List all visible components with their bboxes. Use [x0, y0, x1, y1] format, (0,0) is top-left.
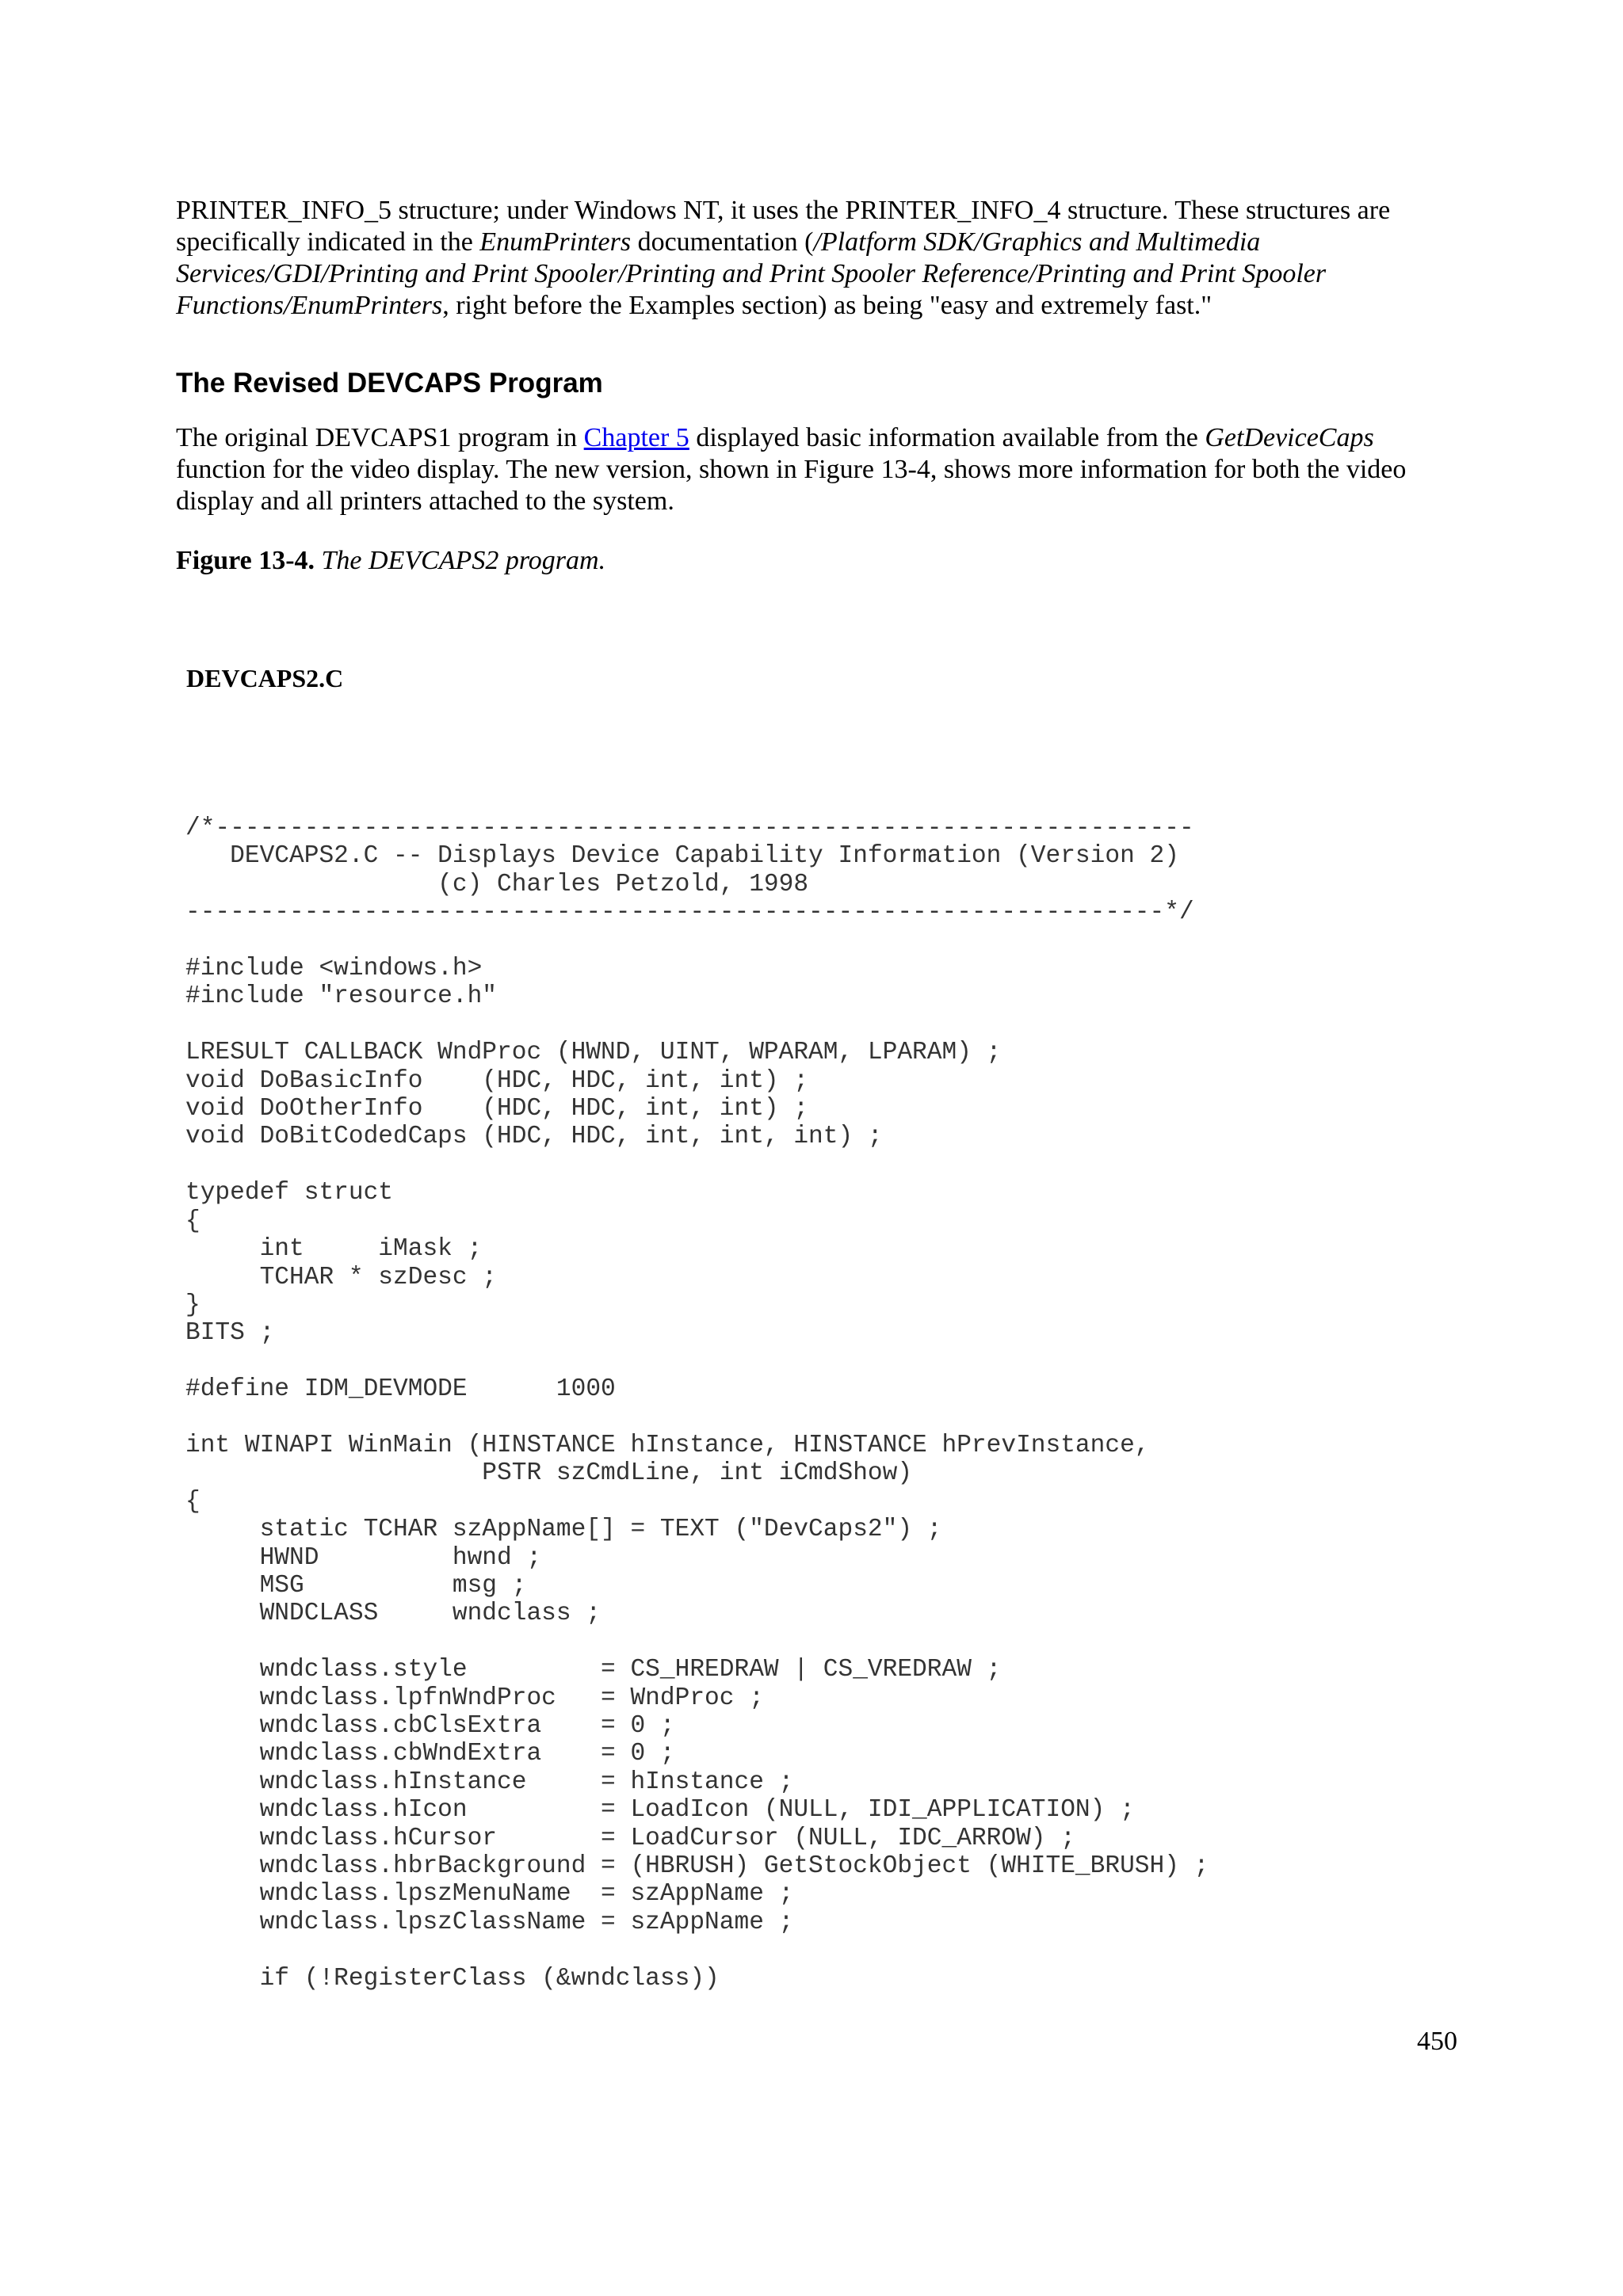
body-text-3: function for the video display. The new version, shown in Figure 13-4, shows more information for both the video display and all printers attached to the system.	[176, 455, 1407, 516]
code-listing: /*------------------------------------------------------------------ DEVCAPS2.C -- Displays Device Capability Information (Version 2) (c) Charles Petzold, 1998 ------------------------------------------------------------------*/ #include <windows.h> #include "resource.h" LRESULT CALLBACK WndProc (HWND, UINT, WPARAM, LPARAM) ; void DoBasicInfo (HDC, HDC, int, int) ; void DoOtherInfo (HDC, HDC, int, int) ; void DoBitCodedCaps (HDC, HDC, int, int, int) ; typedef struct { int iMask ; TCHAR * szDesc ; } BITS ; #define IDM_DEVMODE 1000 int WINAPI WinMain (HINSTANCE hInstance, HINSTANCE hPrevInstance, PSTR szCmdLine, int iCmdShow) { static TCHAR szAppName[] = TEXT ("DevCaps2") ; HWND hwnd ; MSG msg ; WNDCLASS wndclass ; wndclass.style = CS_HREDRAW | CS_VREDRAW ; wndclass.lpfnWndProc = WndProc ; wndclass.cbClsExtra = 0 ; wndclass.cbWndExtra = 0 ; wndclass.hInstance = hInstance ; wndclass.hIcon = LoadIcon (NULL, IDI_APPLICATION) ; wndclass.hCursor = LoadCursor (NULL, IDC_ARROW) ; wndclass.hbrBackground = (HBRUSH) GetStockObject (WHITE_BRUSH) ; wndclass.lpszMenuName = szAppName ; wndclass.lpszClassName = szAppName ; if (!RegisterClass (&wndclass))	[185, 814, 1209, 1993]
source-file-name: DEVCAPS2.C	[186, 664, 344, 692]
figure-title: The DEVCAPS2 program.	[315, 546, 606, 575]
intro-text-2: documentation (	[631, 227, 814, 257]
section-heading: The Revised DEVCAPS Program	[176, 368, 603, 399]
body-paragraph	[176, 422, 1460, 517]
getdevicecaps-term: GetDeviceCaps	[1205, 423, 1374, 452]
intro-text-1: PRINTER_INFO_5 structure; under Windows NT, it uses the PRINTER_INFO_4 structure. These structures are specifically indicated in the	[176, 196, 1391, 257]
page-number: 450	[1417, 2027, 1457, 2056]
figure-caption	[176, 545, 605, 577]
documentation-path: /Platform SDK/Graphics and Multimedia Services/GDI/Printing and Print Spooler/Printing and Print Spooler Reference/Printing and Print Spooler Functions/EnumPrinters	[176, 227, 1327, 320]
body-text-1: The original DEVCAPS1 program in	[176, 423, 584, 452]
body-text-2: displayed basic information available from the	[689, 423, 1205, 452]
intro-paragraph	[176, 195, 1460, 322]
chapter-5-link[interactable]: Chapter 5	[583, 423, 689, 452]
enumprinters-term: EnumPrinters	[479, 227, 632, 257]
figure-label: Figure 13-4.	[176, 546, 315, 575]
intro-text-3: , right before the Examples section) as being "easy and extremely fast."	[442, 291, 1212, 320]
